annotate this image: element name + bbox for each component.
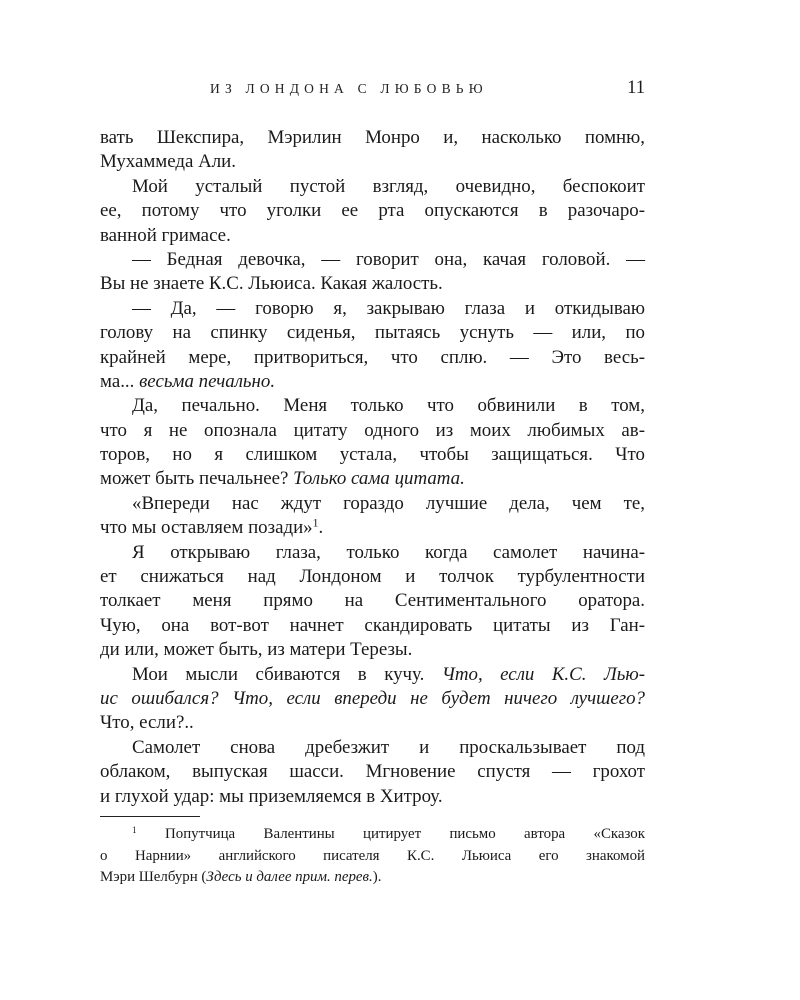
paragraph-first-line: Да, печально. Меня только что обвинили в том,: [132, 395, 645, 417]
text-line: [100, 370, 645, 394]
italic-text: Только сама цитата.: [293, 468, 465, 490]
text-line: торов, но я слишком устала, чтобы защищаться. Что: [100, 444, 645, 466]
text-run: может быть печальнее?: [100, 468, 294, 490]
text-line: Что, если?..: [100, 712, 194, 734]
footnote-text: ).: [372, 869, 382, 885]
text-line: ее, потому что уголки ее рта опускаются в разочаро-: [100, 200, 645, 222]
italic-text: весьма печально.: [139, 370, 276, 392]
text-line: Вы не знаете К.С. Льюиса. Какая жалость.: [100, 273, 443, 295]
text-line: крайней мере, притвориться, что сплю. — Это весь-: [100, 346, 645, 368]
italic-text: Здесь и далее прим. перев.: [206, 869, 373, 885]
body-text: [100, 126, 645, 809]
text-line: голову на спинку сиденья, пытаясь уснуть — или, по: [100, 322, 645, 344]
text-run: ма...: [100, 370, 140, 392]
footnote-line: [100, 824, 645, 846]
text-line: толкает меня прямо на Сентиментального оратора.: [100, 590, 645, 612]
italic-text: ис ошибался? Что, если впереди не будет ничего лучшего?: [100, 687, 645, 709]
italic-text: Что, если К.С. Лью-: [441, 663, 645, 685]
running-title: ИЗ ЛОНДОНА С ЛЮБОВЬЮ: [210, 81, 488, 96]
paragraph-first-line: «Впереди нас ждут гораздо лучшие дела, чем те,: [132, 492, 645, 514]
text-run: Мои мысли сбиваются в кучу.: [132, 663, 442, 685]
text-line: Чую, она вот-вот начнет скандировать цитаты из Ган-: [100, 614, 645, 636]
footnote-line: о Нарнии» английского писателя К.С. Льюиса его знакомой: [100, 847, 645, 864]
paragraph-first-line: — Бедная девочка, — говорит она, качая головой. —: [132, 248, 645, 270]
footnote-marker: 1: [132, 824, 137, 835]
page-number: 11: [627, 78, 645, 98]
footnote-divider: [100, 816, 200, 817]
text-line: ет снижаться над Лондоном и толчок турбулентности: [100, 566, 645, 588]
text-line: облаком, выпуская шасси. Мгновение спустя — грохот: [100, 761, 645, 783]
footnote-reference[interactable]: 1: [312, 516, 319, 530]
paragraph-first-line: Мой усталый пустой взгляд, очевидно, беспокоит: [132, 175, 645, 197]
text-line: ванной гримасе.: [100, 224, 231, 246]
text-line: [100, 467, 645, 491]
footnote-text: Попутчица Валентины цитирует письмо автора «Сказок: [136, 826, 645, 842]
text-line: [100, 516, 645, 540]
footnote-line: [100, 867, 645, 889]
text-line: [100, 687, 645, 711]
text-run: что мы оставляем позади»: [100, 517, 313, 539]
text-line: что я не опознала цитату одного из моих любимых ав-: [100, 419, 645, 441]
paragraph-first-line: [100, 663, 645, 687]
text-line: и глухой удар: мы приземляемся в Хитроу.: [100, 785, 443, 807]
footnote-text: Мэри Шелбурн (: [100, 869, 207, 885]
text-line: ди или, может быть, из матери Терезы.: [100, 639, 413, 661]
text-run: .: [318, 517, 324, 539]
paragraph-first-line: Я открываю глаза, только когда самолет начина-: [132, 541, 645, 563]
running-head: [100, 78, 645, 102]
footnotes: [100, 824, 645, 889]
paragraph-first-line: Самолет снова дребезжит и проскальзывает под: [132, 736, 645, 758]
paragraph-first-line: — Да, — говорю я, закрываю глаза и откидываю: [132, 297, 645, 319]
text-line: вать Шекспира, Мэрилин Монро и, насколько помню,: [100, 127, 645, 148]
text-line: Мухаммеда Али.: [100, 151, 237, 173]
